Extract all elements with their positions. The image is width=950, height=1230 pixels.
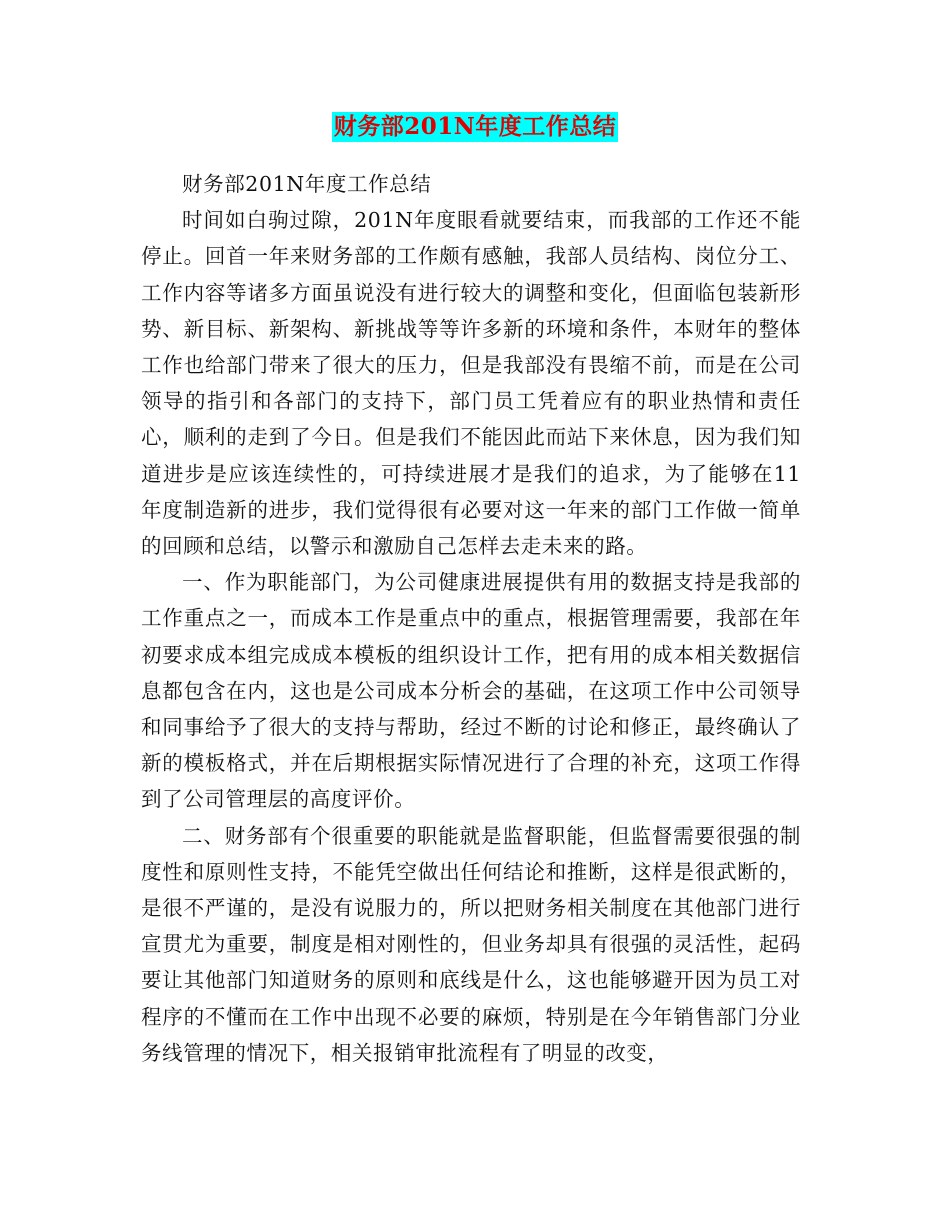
paragraph-section-one: 一、作为职能部门，为公司健康进展提供有用的数据支持是我部的工作重点之一，而成本工作是重点中的重点，根据管理需要，我部在年初要求成本组完成成本模板的组织设计工作，把有用的成本相关数据信息都包含在内，这也是公司成本分析会的基础，在这项工作中公司领导和同事给予了很大的支持与帮助，经过不断的讨论和修正，最终确认了新的模板格式，并在后期根据实际情况进行了合理的补充，这项工作得到了公司管理层的高度评价。 <box>141 570 801 812</box>
document-title: 财务部201N年度工作总结 <box>333 113 617 140</box>
paragraph-intro: 时间如白驹过隙，201N年度眼看就要结束，而我部的工作还不能停止。回首一年来财务部的工作颇有感触，我部人员结构、岗位分工、工作内容等诸多方面虽说没有进行较大的调整和变化，但面临包装新形势、新目标、新架构、新挑战等等许多新的环境和条件，本财年的整体工作也给部门带来了很大的压力，但是我部没有畏缩不前，而是在公司领导的指引和各部门的支持下，部门员工凭着应有的职业热情和责任心，顺利的走到了今日。但是我们不能因此而站下来休息，因为我们知道进步是应该连续性的，可持续进展才是我们的追求，为了能够在11年度制造新的进步，我们觉得很有必要对这一年来的部门工作做一简单的回顾和总结，以警示和激励自己怎样去走未来的路。 <box>141 208 801 559</box>
title-container <box>0 112 950 142</box>
paragraph-section-two: 二、财务部有个很重要的职能就是监督职能，但监督需要很强的制度性和原则性支持，不能凭空做出任何结论和推断，这样是很武断的，是很不严谨的，是没有说服力的，所以把财务相关制度在其他部门进行宣贯尤为重要，制度是相对刚性的，但业务却具有很强的灵活性，起码要让其他部门知道财务的原则和底线是什么，这也能够避开因为员工对程序的不懂而在工作中出现不必要的麻烦，特别是在今年销售部门分业务线管理的情况下，相关报销审批流程有了明显的改变， <box>141 823 801 1065</box>
paragraph-subtitle: 财务部201N年度工作总结 <box>182 172 432 196</box>
document-body <box>141 166 801 1071</box>
